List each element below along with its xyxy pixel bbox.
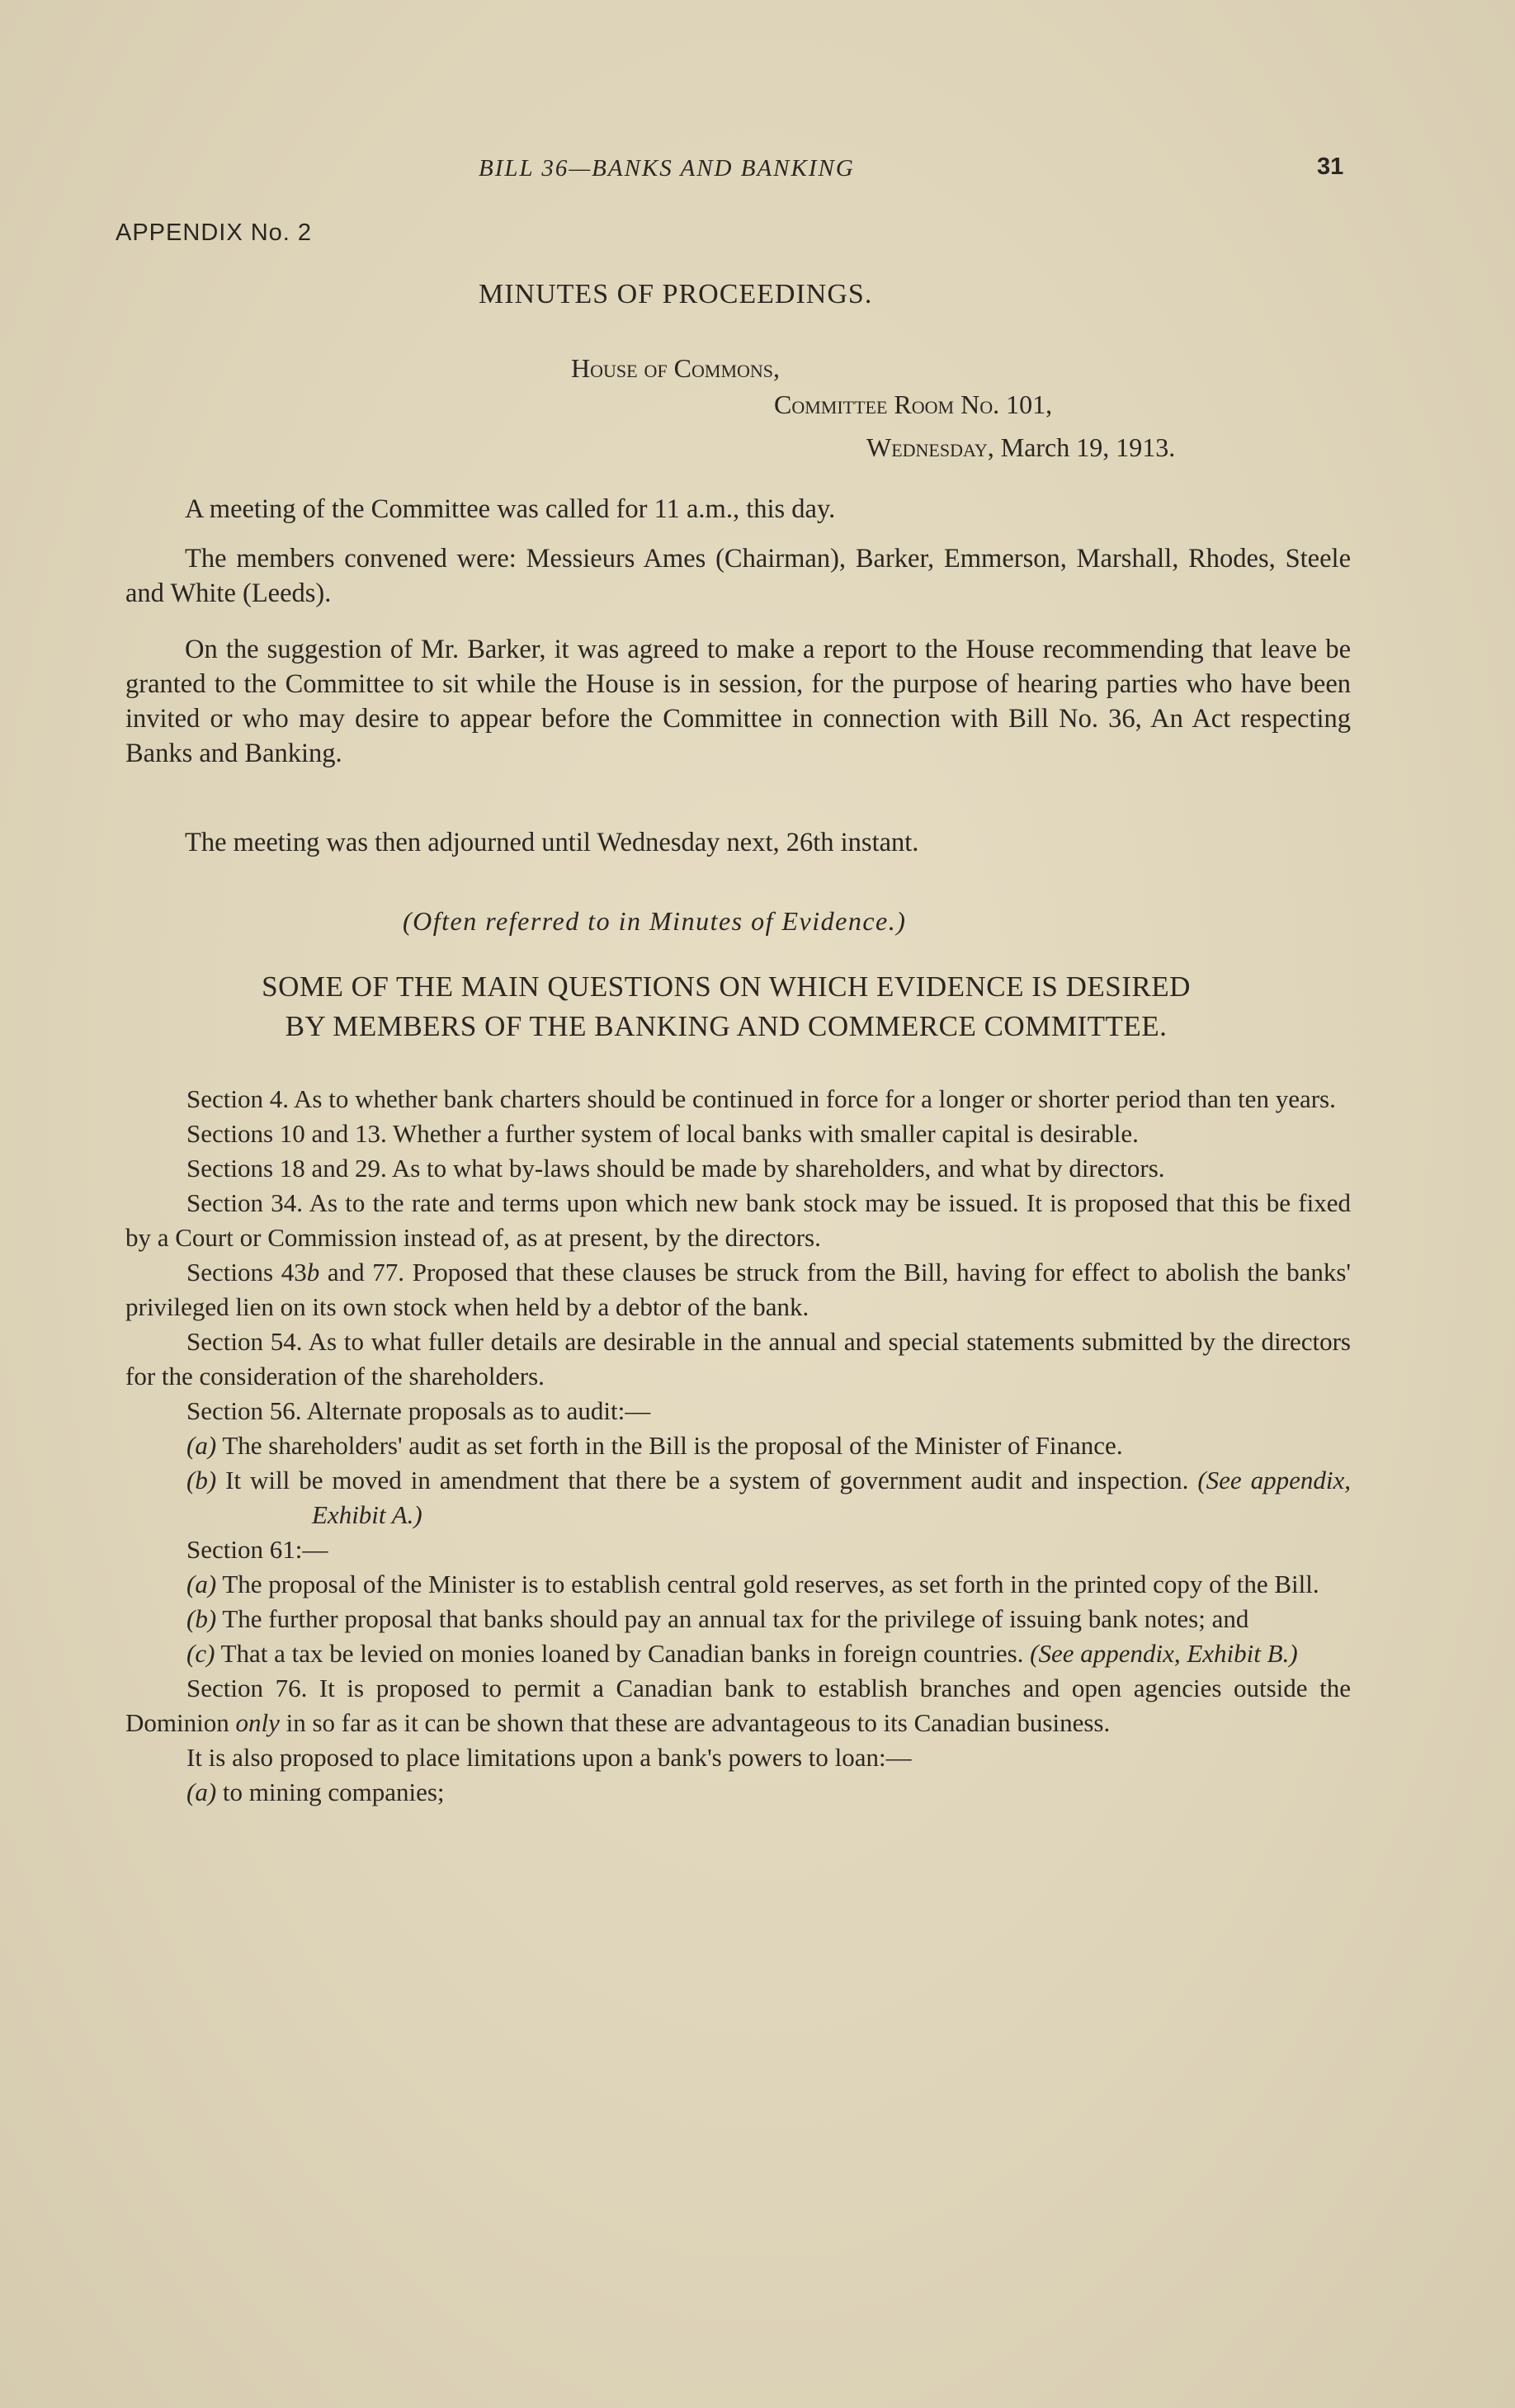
- item-label: (a): [186, 1431, 217, 1460]
- section-56-item-a: [125, 1428, 1351, 1463]
- address-day: Wednesday,: [866, 432, 994, 462]
- often-referred-note: (Often referred to in Minutes of Evidence.): [403, 906, 907, 936]
- section-61-item-b: [125, 1602, 1351, 1636]
- sections-list: [125, 1082, 1351, 1810]
- paragraph-meeting: A meeting of the Committee was called for 11 a.m., this day.: [185, 494, 836, 524]
- sections-10-13: Sections 10 and 13. Whether a further system of local banks with smaller capital is desirable.: [186, 1119, 1139, 1148]
- sections-43b-77-letter: b: [306, 1258, 320, 1287]
- section-61-heading: Section 61:—: [186, 1535, 328, 1564]
- exhibit-b-reference: (See appendix, Exhibit B.): [1030, 1639, 1298, 1668]
- address-room: Committee Room No. 101,: [774, 390, 1053, 419]
- section-76: [125, 1671, 1351, 1740]
- limitations-item-a: [125, 1775, 1351, 1810]
- item-text: The further proposal that banks should pay an annual tax for the privilege of issuing bank notes; and: [222, 1604, 1249, 1633]
- address-date-line: [866, 432, 1175, 463]
- page-number: 31: [1317, 153, 1344, 180]
- item-label: (a): [186, 1778, 217, 1806]
- item-text: The proposal of the Minister is to establish central gold reserves, as set forth in the printed copy of the Bill.: [222, 1570, 1319, 1598]
- section-34: Section 34. As to the rate and terms upon which new bank stock may be issued. It is proposed that this be fixed by a Court or Commission instead of, as at present, by the directors.: [125, 1188, 1351, 1252]
- section-4: Section 4. As to whether bank charters should be continued in force for a longer or shorter period than ten years.: [186, 1084, 1336, 1113]
- questions-title: [99, 967, 1353, 1046]
- paragraph-adjourned: The meeting was then adjourned until Wednesday next, 26th instant.: [185, 828, 919, 857]
- section-54: Section 54. As to what fuller details are desirable in the annual and special statements submitted by the directors for the consideration of the shareholders.: [125, 1327, 1351, 1391]
- questions-title-line2: BY MEMBERS OF THE BANKING AND COMMERCE COMMITTEE.: [285, 1010, 1168, 1042]
- section-56-item-b: [125, 1463, 1351, 1532]
- sections-43b-77: [125, 1255, 1351, 1324]
- sections-43b-77-pre: Sections 43: [186, 1258, 307, 1287]
- section-61-item-c: [125, 1636, 1351, 1671]
- section-76-pre: Section 76. It is proposed to permit a Canadian bank to establish branches and open agencies outside the Dominion: [125, 1674, 1351, 1737]
- paragraph-suggestion: On the suggestion of Mr. Barker, it was agreed to make a report to the House recommending that leave be granted to the Committee to sit while the House is in session, for the purpose of hearing parties who have been invited or who may desire to appear before the Committee in connection with Bill No. 36, An Act respecting Banks and Banking.: [125, 635, 1351, 768]
- item-label: (a): [186, 1570, 217, 1598]
- item-text: It will be moved in amendment that there be a system of government audit and inspection.: [225, 1466, 1189, 1494]
- item-text: The shareholders' audit as set forth in the Bill is the proposal of the Minister of Finance.: [222, 1431, 1123, 1460]
- section-76-only: only: [235, 1708, 280, 1737]
- item-label: (b): [186, 1604, 217, 1633]
- address-house: House of Commons,: [571, 353, 781, 383]
- section-76-post: in so far as it can be shown that these are advantageous to its Canadian business.: [279, 1708, 1111, 1737]
- item-label: (b): [186, 1466, 217, 1494]
- appendix-label: APPENDIX No. 2: [116, 220, 313, 246]
- section-56-heading: Section 56. Alternate proposals as to audit:—: [186, 1396, 651, 1425]
- item-text: That a tax be levied on monies loaned by Canadian banks in foreign countries.: [220, 1639, 1024, 1668]
- sections-43b-77-post: and 77. Proposed that these clauses be struck from the Bill, having for effect to abolish the banks' privileged lien on its own stock when held by a debtor of the bank.: [125, 1258, 1351, 1321]
- paragraph-members: The members convened were: Messieurs Ames (Chairman), Barker, Emmerson, Marshall, Rhodes, Steele and White (Leeds).: [125, 544, 1351, 608]
- minutes-title: MINUTES OF PROCEEDINGS.: [479, 279, 873, 309]
- limitations-heading: It is also proposed to place limitations upon a bank's powers to loan:—: [186, 1743, 912, 1772]
- item-text: to mining companies;: [222, 1778, 445, 1806]
- running-head: BILL 36—BANKS AND BANKING: [479, 155, 855, 182]
- sections-18-29: Sections 18 and 29. As to what by-laws should be made by shareholders, and what by directors.: [186, 1154, 1165, 1183]
- section-61-item-a: [125, 1567, 1351, 1602]
- questions-title-line1: SOME OF THE MAIN QUESTIONS ON WHICH EVIDENCE IS DESIRED: [262, 970, 1191, 1003]
- item-label: (c): [186, 1639, 215, 1668]
- exhibit-a-reference: (See appendix, Exhibit A.): [312, 1466, 1352, 1529]
- address-date: March 19, 1913.: [1000, 432, 1176, 462]
